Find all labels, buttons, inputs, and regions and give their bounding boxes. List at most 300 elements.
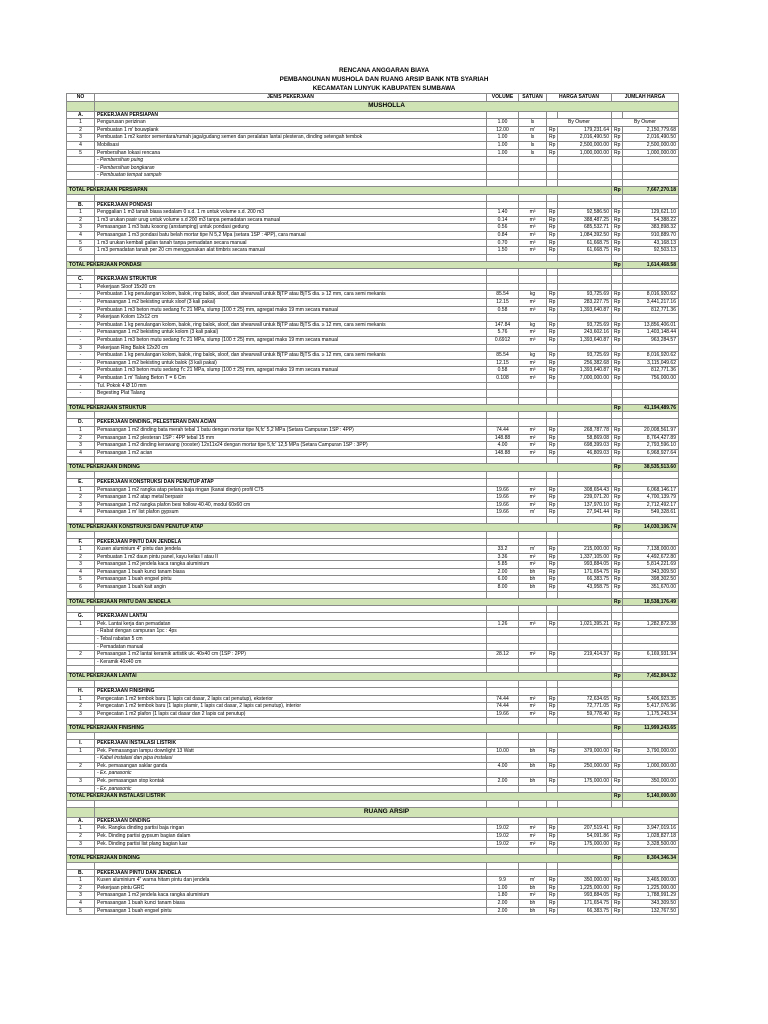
total-currency: Rp — [612, 149, 623, 157]
price-currency — [547, 419, 558, 427]
empty-cell — [547, 848, 558, 855]
row-number: 2 — [67, 126, 95, 134]
row-number: 2 — [67, 651, 95, 659]
row-description: Kusen aluminium 4" warna hitam pintu dan jendela — [95, 877, 487, 885]
row-number: - — [67, 299, 95, 307]
empty-cell — [95, 862, 487, 869]
empty-cell — [558, 194, 612, 201]
row-unit — [519, 390, 547, 398]
row-description: Pembuatan 1 m3 beton mutu sedang f'c 21 MPa, slump (100 ± 25) mm, agregat maks 19 mm secara manual — [95, 367, 487, 375]
row-description: PEKERJAAN FINISHING — [95, 688, 487, 696]
table-row — [67, 239, 679, 247]
total-currency — [612, 770, 623, 778]
price-currency: Rp — [547, 576, 558, 584]
row-description: Pengecatan 1 m2 tembok baru (1 lapis plamir, 1 lapis cat dasar, 2 lapis cat penutup), interior — [95, 703, 487, 711]
row-description: - Pembuatan tempat sampah — [95, 172, 487, 180]
row-description: - Tebal rabatan 5 cm — [95, 636, 487, 644]
total-currency: Rp — [612, 553, 623, 561]
total-currency: Rp — [612, 239, 623, 247]
row-number: 2 — [67, 703, 95, 711]
row-description: PEKERJAAN STRUKTUR — [95, 276, 487, 284]
total-currency: Rp — [612, 224, 623, 232]
empty-cell — [623, 800, 679, 807]
empty-cell — [487, 254, 519, 261]
price-currency: Rp — [547, 209, 558, 217]
row-volume — [487, 344, 519, 352]
table-row — [67, 509, 679, 517]
row-total: 6,968,927.64 — [623, 449, 679, 457]
row-volume: 2.00 — [487, 777, 519, 785]
empty-cell — [95, 179, 487, 186]
price-currency: Rp — [547, 149, 558, 157]
table-row — [67, 636, 679, 644]
row-number: 3 — [67, 224, 95, 232]
row-unit-price — [558, 111, 612, 119]
row-number: 2 — [67, 434, 95, 442]
section-total-row — [67, 673, 679, 681]
total-value: 8,304,346.34 — [623, 855, 679, 863]
total-currency: Rp — [612, 568, 623, 576]
empty-cell — [558, 718, 612, 725]
price-currency: Rp — [547, 486, 558, 494]
row-number: 2 — [67, 216, 95, 224]
row-number: 5 — [67, 239, 95, 247]
row-volume: 12.00 — [487, 126, 519, 134]
row-volume — [487, 164, 519, 172]
row-unit-price — [558, 628, 612, 636]
total-currency — [612, 658, 623, 666]
row-unit: m³ — [519, 209, 547, 217]
total-currency — [612, 478, 623, 486]
row-unit-price: 58,869.08 — [558, 434, 612, 442]
row-total: 8,764,427.89 — [623, 434, 679, 442]
table-row — [67, 568, 679, 576]
table-row — [67, 494, 679, 502]
row-volume: 0.108 — [487, 375, 519, 383]
row-number: D. — [67, 419, 95, 427]
header-desc: JENIS PEKERJAAN — [95, 94, 487, 102]
empty-cell — [612, 471, 623, 478]
row-unit-price: 72,771.05 — [558, 703, 612, 711]
row-number: 2 — [67, 553, 95, 561]
row-number: 3 — [67, 892, 95, 900]
empty-cell — [487, 591, 519, 598]
row-volume: 10.00 — [487, 747, 519, 755]
empty-cell — [623, 254, 679, 261]
price-currency — [547, 636, 558, 644]
row-unit: bh — [519, 900, 547, 908]
row-unit — [519, 770, 547, 778]
total-label: TOTAL PEKERJAAN STRUKTUR — [67, 404, 612, 412]
row-volume: 19.02 — [487, 832, 519, 840]
row-unit — [519, 157, 547, 165]
empty-cell — [67, 800, 95, 807]
table-body — [67, 101, 679, 915]
total-currency: Rp — [612, 464, 623, 472]
row-volume: 33.2 — [487, 546, 519, 554]
price-currency: Rp — [547, 375, 558, 383]
empty-cell — [547, 591, 558, 598]
total-currency: Rp — [612, 907, 623, 915]
price-currency: Rp — [547, 321, 558, 329]
group-header-row — [67, 101, 679, 111]
row-volume — [487, 538, 519, 546]
row-unit-price — [558, 419, 612, 427]
row-description: Pembuatan 1 kg penulangan kolom, balok, ring balok, sloof, dan shearwall untuk BjTP atau BjTS dia. ≥ 12 mm, cara semi mekanis — [95, 352, 487, 360]
row-unit-price: 171,654.75 — [558, 900, 612, 908]
total-currency: Rp — [612, 434, 623, 442]
row-description: Pemasangan 1 m2 dinding kerawang (rooster) 12x11x24 dengan mortar tipe 5,fc' 12,5 MPa (Setara Campuran 1SP : 3PP) — [95, 442, 487, 450]
total-currency: Rp — [612, 216, 623, 224]
section-header-row — [67, 613, 679, 621]
spacer-row — [67, 862, 679, 869]
row-unit — [519, 201, 547, 209]
row-number: A. — [67, 111, 95, 119]
table-row — [67, 149, 679, 157]
header-row — [67, 94, 679, 102]
price-currency — [547, 538, 558, 546]
row-unit: ls — [519, 119, 547, 127]
price-currency — [547, 344, 558, 352]
table-row — [67, 359, 679, 367]
row-description: Kusen aluminium 4" pintu dan jendela — [95, 546, 487, 554]
row-description: 1 m3 urukan kembali galian tanah tanpa pemadatan secara manual — [95, 239, 487, 247]
price-currency: Rp — [547, 306, 558, 314]
total-currency: Rp — [612, 352, 623, 360]
spacer-row — [67, 179, 679, 186]
empty-cell — [95, 606, 487, 613]
empty-cell — [519, 718, 547, 725]
table-row — [67, 375, 679, 383]
row-description: Pekerjaan Sloof 15x20 cm — [95, 283, 487, 291]
total-currency: Rp — [612, 703, 623, 711]
total-currency: Rp — [612, 209, 623, 217]
row-unit: m² — [519, 442, 547, 450]
section-header-row — [67, 111, 679, 119]
row-volume: 4.00 — [487, 762, 519, 770]
row-unit: m' — [519, 877, 547, 885]
row-description: Pek. pemasangan stop kontak — [95, 777, 487, 785]
table-row — [67, 247, 679, 255]
row-total — [623, 628, 679, 636]
total-currency: Rp — [612, 840, 623, 848]
section-header-row — [67, 276, 679, 284]
price-currency — [547, 755, 558, 763]
section-header-row — [67, 739, 679, 747]
table-row — [67, 755, 679, 763]
row-volume: 4.00 — [487, 442, 519, 450]
row-unit: bh — [519, 584, 547, 592]
row-unit-price — [558, 755, 612, 763]
section-header-row — [67, 538, 679, 546]
row-total: 383,898.32 — [623, 224, 679, 232]
empty-cell — [519, 516, 547, 523]
total-currency: Rp — [612, 695, 623, 703]
title-line-1: RENCANA ANGGARAN BIAYA — [338, 67, 430, 74]
price-currency: Rp — [547, 832, 558, 840]
total-currency — [612, 785, 623, 793]
empty-cell — [487, 732, 519, 739]
row-unit-price — [558, 201, 612, 209]
empty-cell — [519, 397, 547, 404]
table-row — [67, 695, 679, 703]
total-label: TOTAL PEKERJAAN PONDASI — [67, 261, 612, 269]
row-unit-price: 243,602.16 — [558, 329, 612, 337]
row-description: Pemasangan 1 m2 bekisting untuk balok (3 kali pakai) — [95, 359, 487, 367]
row-number: 3 — [67, 561, 95, 569]
document-titles — [0, 66, 768, 93]
row-unit-price: 1,393,640.87 — [558, 306, 612, 314]
row-volume: 1.80 — [487, 892, 519, 900]
row-unit: m' — [519, 546, 547, 554]
row-total — [623, 869, 679, 877]
table-row — [67, 658, 679, 666]
empty-cell — [623, 397, 679, 404]
empty-cell — [67, 718, 95, 725]
empty-cell — [612, 591, 623, 598]
row-number: 1 — [67, 546, 95, 554]
empty-cell — [558, 862, 612, 869]
total-currency: Rp — [612, 747, 623, 755]
row-unit: m² — [519, 651, 547, 659]
row-number — [67, 755, 95, 763]
row-unit: m³ — [519, 239, 547, 247]
empty-cell — [519, 862, 547, 869]
row-unit — [519, 817, 547, 825]
row-description: Pemasangan 1 buah kunci tanam biasa — [95, 568, 487, 576]
row-total: 129,621.10 — [623, 209, 679, 217]
row-number: G. — [67, 613, 95, 621]
price-currency: Rp — [547, 426, 558, 434]
row-total — [623, 643, 679, 651]
row-description: - Ex. panasonic — [95, 770, 487, 778]
total-currency: Rp — [612, 291, 623, 299]
row-description: Begesting Plat Talang — [95, 390, 487, 398]
table-row — [67, 426, 679, 434]
row-number — [67, 770, 95, 778]
row-unit-price — [558, 172, 612, 180]
row-total — [623, 390, 679, 398]
row-unit: m² — [519, 840, 547, 848]
row-total: 2,793,596.10 — [623, 442, 679, 450]
empty-cell — [67, 457, 95, 464]
row-number: B. — [67, 869, 95, 877]
row-total: 43,168.13 — [623, 239, 679, 247]
row-total — [623, 658, 679, 666]
table-row — [67, 892, 679, 900]
spacer-row — [67, 681, 679, 688]
group-header-row — [67, 807, 679, 817]
total-currency: Rp — [612, 523, 623, 531]
row-unit: m² — [519, 494, 547, 502]
row-total — [623, 382, 679, 390]
total-currency — [612, 111, 623, 119]
empty-cell — [558, 412, 612, 419]
total-currency: Rp — [612, 367, 623, 375]
row-volume: 19.66 — [487, 486, 519, 494]
row-number: 4 — [67, 231, 95, 239]
row-volume: 1.00 — [487, 149, 519, 157]
row-description: PEKERJAAN INSTALASI LISTRIK — [95, 739, 487, 747]
row-number: - — [67, 390, 95, 398]
row-unit-price: 2,500,000.00 — [558, 141, 612, 149]
price-currency — [547, 628, 558, 636]
row-unit: ls — [519, 149, 547, 157]
empty-cell — [487, 471, 519, 478]
row-description: - Pemadatan manual — [95, 643, 487, 651]
total-value: 5,140,000.00 — [623, 793, 679, 801]
table-row — [67, 449, 679, 457]
row-total: 3,115,049.62 — [623, 359, 679, 367]
row-total: 1,000,000.00 — [623, 149, 679, 157]
total-currency: Rp — [612, 375, 623, 383]
empty-cell — [558, 471, 612, 478]
table-row — [67, 877, 679, 885]
total-value: 14,030,106.74 — [623, 523, 679, 531]
total-currency — [612, 628, 623, 636]
spacer-row — [67, 412, 679, 419]
table-row — [67, 832, 679, 840]
row-number: 1 — [67, 283, 95, 291]
row-number: - — [67, 337, 95, 345]
empty-cell — [487, 718, 519, 725]
empty-cell — [95, 591, 487, 598]
row-total — [623, 688, 679, 696]
table-row — [67, 584, 679, 592]
row-unit-price: 1,337,105.00 — [558, 553, 612, 561]
total-currency: Rp — [612, 329, 623, 337]
empty-cell — [519, 848, 547, 855]
price-currency — [547, 643, 558, 651]
row-volume: 0.14 — [487, 216, 519, 224]
empty-cell — [487, 194, 519, 201]
table-row — [67, 840, 679, 848]
table-row — [67, 770, 679, 778]
total-currency: Rp — [612, 501, 623, 509]
spacer-row — [67, 718, 679, 725]
row-number: 5 — [67, 149, 95, 157]
row-unit-price: 93,725.69 — [558, 291, 612, 299]
row-description: Pemasangan 1 m2 rangka plafon besi hollow 40.40, modul 60x60 cm — [95, 501, 487, 509]
total-currency: Rp — [612, 877, 623, 885]
empty-cell — [67, 862, 95, 869]
total-currency: Rp — [612, 892, 623, 900]
empty-cell — [623, 457, 679, 464]
row-description: Pengecatan 1 m2 tembok baru (1 lapis cat dasar, 2 lapis cat penutup), eksterior — [95, 695, 487, 703]
empty-cell — [487, 516, 519, 523]
empty-cell — [623, 194, 679, 201]
empty-cell — [487, 606, 519, 613]
row-total: 2,712,492.17 — [623, 501, 679, 509]
empty-cell — [67, 194, 95, 201]
price-currency: Rp — [547, 449, 558, 457]
total-value: 18,538,176.49 — [623, 598, 679, 606]
row-description: Pengurusan perizinan — [95, 119, 487, 127]
row-unit-price: 379,000.00 — [558, 747, 612, 755]
total-currency — [612, 164, 623, 172]
empty-cell — [67, 269, 95, 276]
table-row — [67, 231, 679, 239]
row-number: 5 — [67, 907, 95, 915]
row-unit: m³ — [519, 375, 547, 383]
row-total: 3,465,000.00 — [623, 877, 679, 885]
row-volume: 1.40 — [487, 209, 519, 217]
row-unit — [519, 658, 547, 666]
row-number — [67, 643, 95, 651]
row-unit — [519, 739, 547, 747]
row-volume: 74.44 — [487, 695, 519, 703]
row-unit-price: By Owner — [547, 119, 612, 127]
row-total: 910,889.70 — [623, 231, 679, 239]
header-price: HARGA SATUAN — [547, 94, 612, 102]
price-currency: Rp — [547, 216, 558, 224]
row-volume: 19.02 — [487, 825, 519, 833]
row-total: 1,175,243.34 — [623, 710, 679, 718]
empty-cell — [95, 718, 487, 725]
row-unit-price: 1,000,000.00 — [558, 149, 612, 157]
table-row — [67, 546, 679, 554]
empty-cell — [558, 179, 612, 186]
empty-cell — [95, 471, 487, 478]
row-unit-price: 350,000.00 — [558, 877, 612, 885]
budget-table — [66, 93, 679, 915]
row-unit-price: 46,809.03 — [558, 449, 612, 457]
row-unit-price: 308,654.43 — [558, 486, 612, 494]
row-description: PEKERJAAN PINTU DAN JENDELA — [95, 538, 487, 546]
row-unit-price — [558, 538, 612, 546]
row-number: 3 — [67, 442, 95, 450]
price-currency: Rp — [547, 434, 558, 442]
empty-cell — [612, 862, 623, 869]
table-row — [67, 172, 679, 180]
spacer-row — [67, 732, 679, 739]
row-description: Pek. pemasangan saklar ganda — [95, 762, 487, 770]
total-value: 41,194,489.76 — [623, 404, 679, 412]
table-row — [67, 209, 679, 217]
row-number: - — [67, 352, 95, 360]
empty-cell — [547, 718, 558, 725]
row-description: Pemasangan 1 m' list plafon gypsum — [95, 509, 487, 517]
row-description: Pembuatan 1 m' Talang Beton T = 6 Cm — [95, 375, 487, 383]
empty-cell — [612, 397, 623, 404]
row-number: 3 — [67, 710, 95, 718]
row-unit-price: 1,021,395.21 — [558, 620, 612, 628]
price-currency — [547, 739, 558, 747]
row-unit: m³ — [519, 367, 547, 375]
row-description: - Pembersihan puing — [95, 157, 487, 165]
table-row — [67, 651, 679, 659]
row-unit: m² — [519, 825, 547, 833]
row-unit — [519, 314, 547, 322]
row-unit: bh — [519, 747, 547, 755]
empty-cell — [547, 254, 558, 261]
row-number: 2 — [67, 884, 95, 892]
empty-cell — [519, 531, 547, 538]
empty-cell — [612, 269, 623, 276]
row-unit: m² — [519, 329, 547, 337]
row-unit-price: 175,000.00 — [558, 777, 612, 785]
row-volume: 0.6912 — [487, 337, 519, 345]
row-unit-price — [558, 817, 612, 825]
total-currency: Rp — [612, 337, 623, 345]
empty-cell — [67, 591, 95, 598]
price-currency: Rp — [547, 494, 558, 502]
row-volume: 28.12 — [487, 651, 519, 659]
row-total: 92,503.13 — [623, 247, 679, 255]
row-unit: bh — [519, 777, 547, 785]
empty-cell — [547, 732, 558, 739]
price-currency: Rp — [547, 141, 558, 149]
